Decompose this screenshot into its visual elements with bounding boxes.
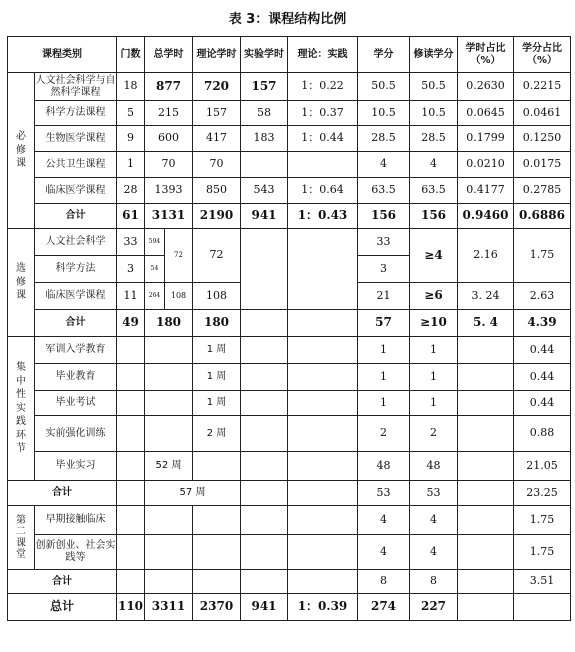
group-label-elective: 选修课 <box>8 229 35 337</box>
header-credits: 学分 <box>358 37 410 73</box>
header-category: 课程类别 <box>8 37 117 73</box>
table-row: 实前强化训练 2 周 2 2 0.88 <box>8 416 571 452</box>
header-lab-hours: 实验学时 <box>241 37 288 73</box>
header-hours-share: 学时占比（%） <box>458 37 514 73</box>
table-row: 毕业教育 1 周 1 1 0.44 <box>8 364 571 391</box>
table-row: 第二课堂 早期接触临床 4 4 1.75 <box>8 506 571 535</box>
table-title: 表 3：课程结构比例 <box>228 12 347 27</box>
subtotal-row: 合计 8 8 3.51 <box>8 570 571 594</box>
header-count: 门数 <box>117 37 145 73</box>
header-row <box>8 37 571 73</box>
table-row: 创新创业、社会实践等 4 4 1.75 <box>8 535 571 570</box>
table-row: 临床医学课程 28 1393 850 543 1：0.64 63.5 63.5 0.4177 0.2785 <box>8 178 571 204</box>
table-row: 生物医学课程 9 600 417 183 1：0.44 28.5 28.5 0.1799 0.1250 <box>8 126 571 152</box>
table-row: 科学方法 3 54 3 <box>8 256 571 283</box>
subtotal-row: 合计 57 周 53 53 23.25 <box>8 481 571 506</box>
subtotal-row: 合计 49 180 180 57 ≥10 5. 4 4.39 <box>8 310 571 337</box>
group-label-practice: 集中性实践环节 <box>8 337 35 481</box>
table-row: 临床医学课程 11 264 108 108 21 ≥6 3. 24 2.63 <box>8 283 571 310</box>
subtotal-row: 合计 61 3131 2190 941 1：0.43 156 156 0.9460 0.6886 <box>8 204 571 229</box>
header-theory-hours: 理论学时 <box>193 37 241 73</box>
group-label-required: 必修课 <box>8 73 35 229</box>
header-ratio: 理论：实践 <box>288 37 358 73</box>
table-row: 科学方法课程 5 215 157 58 1：0.37 10.5 10.5 0.0645 0.0461 <box>8 101 571 126</box>
header-study-credits: 修读学分 <box>410 37 458 73</box>
header-credit-share: 学分占比（%） <box>514 37 571 73</box>
table-row: 选修课 人文社会科学 33 594 72 72 33 ≥4 2.16 1.75 <box>8 229 571 256</box>
table-row: 毕业考试 1 周 1 1 0.44 <box>8 391 571 416</box>
course-structure-table <box>7 36 571 621</box>
grand-total-row: 总计 110 3311 2370 941 1：0.39 274 227 <box>8 594 571 621</box>
table-row: 公共卫生课程 1 70 70 4 4 0.0210 0.0175 <box>8 152 571 178</box>
table-row: 集中性实践环节 军训入学教育 1 周 1 1 0.44 <box>8 337 571 364</box>
row-label: 人文社会科学与自然科学课程 <box>35 73 117 101</box>
table-row: 毕业实习 52 周 48 48 21.05 <box>8 452 571 481</box>
header-total-hours: 总学时 <box>145 37 193 73</box>
table-row: 必修课 人文社会科学与自然科学课程 18 877 720 157 1：0.22 50.5 50.5 0.2630 0.2215 <box>8 73 571 101</box>
group-label-second: 第二课堂 <box>8 506 35 570</box>
